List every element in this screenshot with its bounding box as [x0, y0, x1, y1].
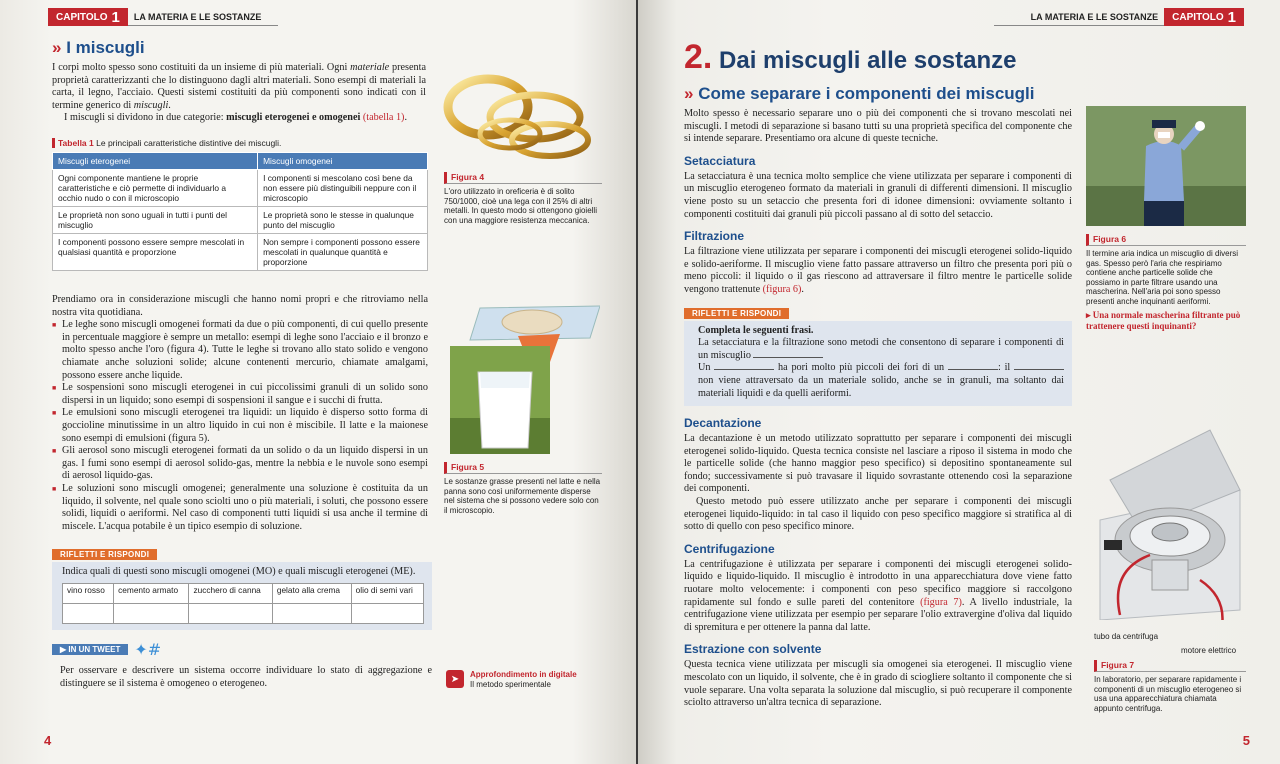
table-cell: Le proprietà sono le stesse in qualunque punto del miscuglio [258, 207, 428, 234]
estrazione-heading: Estrazione con solvente [684, 642, 822, 657]
list-item: ■ Le emulsioni sono miscugli eterogenei tra liquidi: un liquido è disperso sotto forma di goccioline minutissime in un altro liquido in cui non è miscibile. Il latte e la maionese sono esempi di emulsioni (figura 5). [52, 407, 428, 445]
table-cell: I componenti si mescolano così bene da non essere più distinguibili neppure con il microscopio [258, 170, 428, 207]
rifletti-tag: RIFLETTI E RISPONDI [684, 308, 789, 319]
right-column [684, 108, 1072, 710]
chapter-label: CAPITOLO [1172, 11, 1224, 23]
rifletti-line1: La setacciatura e la filtrazione sono metodi che consentono di separare i componenti di un miscuglio [698, 337, 1064, 361]
arrow-icon: ▸ [1086, 309, 1093, 320]
estrazione-section [684, 642, 1072, 709]
figure7-ref-link[interactable]: (figura 7) [920, 596, 962, 608]
figure6-caption: Il termine aria indica un miscuglio di diversi gas. Spesso però l'aria che respiriamo contiene anche particelle solide che possiamo in parte filtrare usando una mascherina. Nell'aria poi sono spesso presenti anche inquinanti aeriformi. [1086, 249, 1239, 306]
decantazione-text-2: Questo metodo può essere utilizzato anche per separare i componenti dei miscugli eterogenei liquido-liquido: in tal caso il liquido con peso specifico maggiore si stratifica al di sotto di quello con peso specifico minore. [684, 496, 1072, 533]
subsection-heading: » Come separare i componenti dei miscugli [684, 84, 1035, 103]
cursor-icon: ➤ [446, 670, 464, 688]
section-heading [684, 38, 1016, 77]
setacciatura-heading: Setacciatura [684, 153, 756, 168]
page-number-left: 4 [44, 733, 52, 748]
answer-cell[interactable] [272, 603, 351, 623]
decantazione-text-1: La decantazione è un metodo utilizzato soprattutto per separare i componenti dei miscugli eterogenei solido-liquido. Questa tecnica consiste nel lasciare a riposo il sistema in modo che le particelle solide (che hanno maggior peso specifico) si depositino spontaneamente sul fondo; successivamente si può travasare il liquido sovrastante ottenendo così la separazione dei componenti. [684, 433, 1072, 495]
table-ref-link[interactable]: (tabella 1) [362, 112, 405, 124]
list-item: ■ Gli aerosol sono miscugli eterogenei formati da un solido o da un liquido dispersi in un gas. I fumi sono esempi di aerosol solido-gas, mentre la nebbia e le nuvole sono esempi di aerosol liquido-gas. [52, 445, 428, 483]
figure5-caption: Le sostanze grasse presenti nel latte e nella panna sono così uniformemente disperse nel sistema che si possono vedere solo con il microscopio. [444, 477, 601, 515]
tweet-block [52, 640, 432, 690]
tweet-tag [52, 644, 128, 655]
centrifugazione-text-end: . A livello industriale, la centrifugazione viene utilizzata per esempio per separare l'olio extravergine d'oliva dal liquido di spremitura e per ottenere la panna dal latte. [684, 596, 1072, 633]
setacciatura-text: La setacciatura è una tecnica molto semplice che viene utilizzata per separare i componenti di un miscuglio eterogeneo formato da materiali in granuli di differenti dimensioni. Il miscuglio viene posto su un setaccio che presenta fori di idonee dimensioni: ovviamente soltanto i componenti costituiti dai granuli più piccoli passano al di sotto del setaccio. [684, 170, 1072, 220]
chapter-title: LA MATERIA E LE SOSTANZE [994, 8, 1164, 26]
tweet-text: Per osservare e descrivere un sistema occorre individuare lo stato di aggregazione e distinguere se il sistema è omogeneo o eterogeneo. [60, 665, 432, 689]
rifletti-panel [684, 321, 1072, 407]
rifletti-line2c: : il [997, 362, 1011, 374]
rifletti-line2a: Un [698, 362, 711, 374]
rifletti-panel [52, 562, 432, 630]
table-row [53, 207, 428, 234]
list-item: ■ Le soluzioni sono miscugli omogenei; generalmente una soluzione è costituita da un liquido, il solvente, nel quale sono sciolti uno o più materiali, i soluti, che possono essere solidi, liquidi o aeriformi. Nel caso di componenti tutti liquidi si usa anche il termine di miscele. L'acqua potabile è un tipico esempio di soluzione. [52, 483, 428, 533]
figure7-label: Figura 7 [1094, 660, 1246, 672]
intro-block [52, 62, 426, 125]
table-cell: Non sempre i componenti possono essere mescolati in qualunque quantità e proporzione [258, 234, 428, 271]
figure7-block [1094, 660, 1246, 713]
digital-subtitle: Il metodo sperimentale [470, 680, 551, 689]
intro-end: . [168, 99, 171, 111]
label-motor: motore elettrico [1181, 646, 1237, 655]
setacciatura-section [684, 154, 1072, 221]
right-page [638, 0, 1280, 764]
exercise-item: olio di semi vari [351, 583, 423, 603]
examples-block [52, 294, 428, 533]
table1-caption [52, 138, 428, 148]
figure5-block [444, 462, 602, 515]
intro-paragraph-2 [52, 112, 426, 125]
exercise-table [62, 583, 424, 624]
intro-text: I corpi molto spesso sono costituiti da un insieme di più materiali. Ogni [52, 62, 351, 73]
table-cell: Ogni componente mantiene le proprie caratteristiche e ciò permette di individuarlo a occhio nudo o con il microscopio [53, 170, 258, 207]
section-number: 2. [684, 38, 713, 76]
table-row [63, 603, 424, 623]
answer-cell[interactable] [189, 603, 272, 623]
figure6-block [1086, 234, 1246, 332]
gold-jewelry-image [440, 62, 600, 170]
figure5-label: Figura 5 [444, 462, 602, 474]
intro-italic: materiale [350, 62, 390, 73]
page-number-right: 5 [1242, 733, 1250, 748]
blank-field[interactable] [753, 357, 823, 358]
figure4-label: Figura 4 [444, 172, 602, 184]
digital-title: Approfondimento in digitale [470, 670, 577, 679]
intro-italic-2: miscugli [133, 99, 169, 111]
centrifugazione-text: La centrifugazione è utilizzata per separare i componenti dei miscugli eterogenei solido-liquido e liquido-liquido. Il miscuglio è introdotto in una apparecchiatura dove viene fatto ruotare molto velocemente: i componenti con peso specifico maggiore si raccolgono rapidamente sul fondo e sulle pareti del contenitore [684, 558, 1072, 608]
table1-block [52, 138, 428, 271]
rifletti-question: Indica quali di questi sono miscugli omogenei (MO) e quali miscugli eterogenei (ME). [62, 566, 416, 577]
blank-field[interactable] [1014, 369, 1064, 370]
section-title: » I miscugli [52, 38, 145, 57]
intro2-end: . [404, 112, 407, 124]
bird-icon: ✦# [134, 640, 162, 659]
left-header [48, 8, 278, 26]
figure7-caption: In laboratorio, per separare rapidamente i componenti di un miscuglio eterogeneo si usa una apparecchiatura chiamata appunto centrifuga. [1094, 675, 1242, 713]
figure4-block [444, 172, 602, 225]
label-tube: tubo da centrifuga [1094, 632, 1159, 641]
section-heading-text: Dai miscugli alle sostanze [719, 47, 1017, 74]
table-row [53, 170, 428, 207]
filtrazione-heading: Filtrazione [684, 229, 745, 244]
tweet-tag-text: IN UN TWEET [68, 645, 121, 654]
figure6-question [1086, 310, 1246, 332]
table-cell: Le proprietà non sono uguali in tutti i punti del miscuglio [53, 207, 258, 234]
subsection-heading-text: Come separare i componenti dei miscugli [698, 84, 1035, 103]
exercise-item: cemento armato [114, 583, 189, 603]
milk-glass-image [450, 298, 600, 454]
rifletti-line2d: non viene attraversato da un materiale solido, anche se in granuli, ma soltanto dai materiali liquidi e da quelli aeriformi. [698, 374, 1064, 399]
filtrazione-text: La filtrazione viene utilizzata per separare i componenti dei miscugli eterogenei solido-liquido e solido-aeriforme. Il miscuglio viene fatto passare attraverso un filtro che presenta pori più o meno piccoli: il liquido o il gas riescono ad attraversare il filtro mentre le particelle solide vengono trattenute [684, 246, 1072, 295]
intro2-text: I miscugli si dividono in due categorie: [64, 112, 227, 124]
chapter-number: 1 [111, 8, 120, 26]
intro-paragraph-1 [52, 62, 426, 112]
exercise-item: vino rosso [63, 583, 114, 603]
centrifugazione-section [684, 542, 1072, 635]
masked-officer-photo [1086, 106, 1246, 226]
decantazione-section [684, 416, 1072, 534]
centrifugazione-heading: Centrifugazione [684, 541, 775, 556]
intro2-bold: miscugli eterogenei e omogenei [226, 112, 361, 124]
exercise-item: gelato alla crema [272, 583, 351, 603]
rifletti-right [684, 303, 1072, 407]
filtrazione-section: Filtrazione La filtrazione viene utilizzata per separare i componenti dei miscugli eterogenei solido-liquido e solido-aeriforme. Il miscuglio viene fatto passare attraverso un filtro che presenta pori più o meno piccoli: il liquido o il gas riescono ad attraversare il filtro mentre le particelle solide vengono trattenute (figura 6). [684, 229, 1072, 295]
figure6-label: Figura 6 [1086, 234, 1246, 246]
table1-label: Tabella 1 [52, 138, 94, 148]
figure4-caption: L'oro utilizzato in oreficeria è di solito 750/1000, cioè una lega con il 25% di altri metalli. In questo modo si ottengono gioielli con una maggiore resistenza meccanica. [444, 187, 597, 225]
rifletti-title: Completa le seguenti frasi. [698, 324, 814, 336]
answer-cell[interactable] [63, 603, 114, 623]
left-page [0, 0, 636, 764]
examples-intro: Prendiamo ora in considerazione miscugli che hanno nomi propri e che ritroviamo nella nostra vita quotidiana. [52, 294, 428, 318]
rifletti-line2b: ha pori molto più piccoli dei fori di un [778, 362, 945, 374]
intro-text-2: presenta proprietà caratterizzanti che lo distinguono dagli altri materiali. Sono esempi di materiali la carta, il legno, l'acciaio. Questi sistemi costituiti da più componenti sono indicati con il termine generico di [52, 62, 426, 111]
list-item: ■ Le leghe sono miscugli omogenei formati da due o più componenti, di cui quello presente in percentuale maggiore è sempre un metallo: esempi di leghe sono l'acciaio e il bronzo e molto spesso anche l'oro (figura 4). Tutte le leghe si trovano allo stato solido e vengono chiamate anche soluzioni solide; alcune contenenti mercurio, chiamate amalgami, possono essere anche liquide. [52, 319, 428, 382]
chapter-badge [48, 8, 128, 26]
table1-header-homogeneous: Miscugli omogenei [258, 153, 428, 170]
digital-link[interactable] [446, 670, 616, 690]
chapter-number: 1 [1227, 8, 1236, 26]
blank-field[interactable] [714, 369, 774, 370]
chapter-title: LA MATERIA E LE SOSTANZE [128, 8, 278, 26]
mixture-types-list [52, 319, 428, 533]
rifletti-left [52, 544, 432, 630]
section-title-text: I miscugli [66, 38, 145, 57]
answer-cell[interactable] [351, 603, 423, 623]
play-icon: ▶ [60, 645, 69, 654]
methods-intro: Molto spesso è necessario separare uno o più dei componenti che si trovano mescolati nei miscugli. I metodi di separazione si basano tutti su una proprietà specifica del componente che si intende separare. Presentiamo ora alcune di queste tecniche. [684, 108, 1072, 145]
table-cell: I componenti possono essere sempre mescolati in qualsiasi quantità e proporzione [53, 234, 258, 271]
answer-cell[interactable] [114, 603, 189, 623]
blank-field[interactable] [948, 369, 998, 370]
table1-caption-text: Le principali caratteristiche distintive dei miscugli. [96, 138, 282, 148]
decantazione-heading: Decantazione [684, 416, 762, 431]
rifletti-tag: RIFLETTI E RISPONDI [52, 549, 157, 560]
right-header [994, 8, 1244, 26]
exercise-item: zucchero di canna [189, 583, 272, 603]
chapter-badge [1164, 8, 1244, 26]
figure6-question-text: Una normale mascherina filtrante può trattenere questi inquinanti? [1086, 309, 1241, 331]
table-row [63, 583, 424, 603]
table1-header-heterogeneous: Miscugli eterogenei [53, 153, 258, 170]
table-row [53, 234, 428, 271]
table1 [52, 152, 428, 271]
centrifuge-image [1090, 420, 1250, 620]
chapter-label: CAPITOLO [56, 11, 108, 23]
estrazione-text: Questa tecnica viene utilizzata per miscugli sia omogenei sia eterogenei. Il miscuglio viene mescolato con un liquido, il solvente, che è in grado di sciogliere soltanto il componente che si vuole separare. Una volta separata la soluzione dal miscuglio, si può recuperare il componente sciolto attraverso un'altra tecnica di separazione. [684, 659, 1072, 709]
figure6-ref-link[interactable]: (figura 6) [762, 283, 802, 295]
list-item: ■ Le sospensioni sono miscugli eterogenei in cui piccolissimi granuli di un solido sono dispersi in un liquido; sono esempi di sospensioni il sangue e i succhi di frutta. [52, 382, 428, 407]
